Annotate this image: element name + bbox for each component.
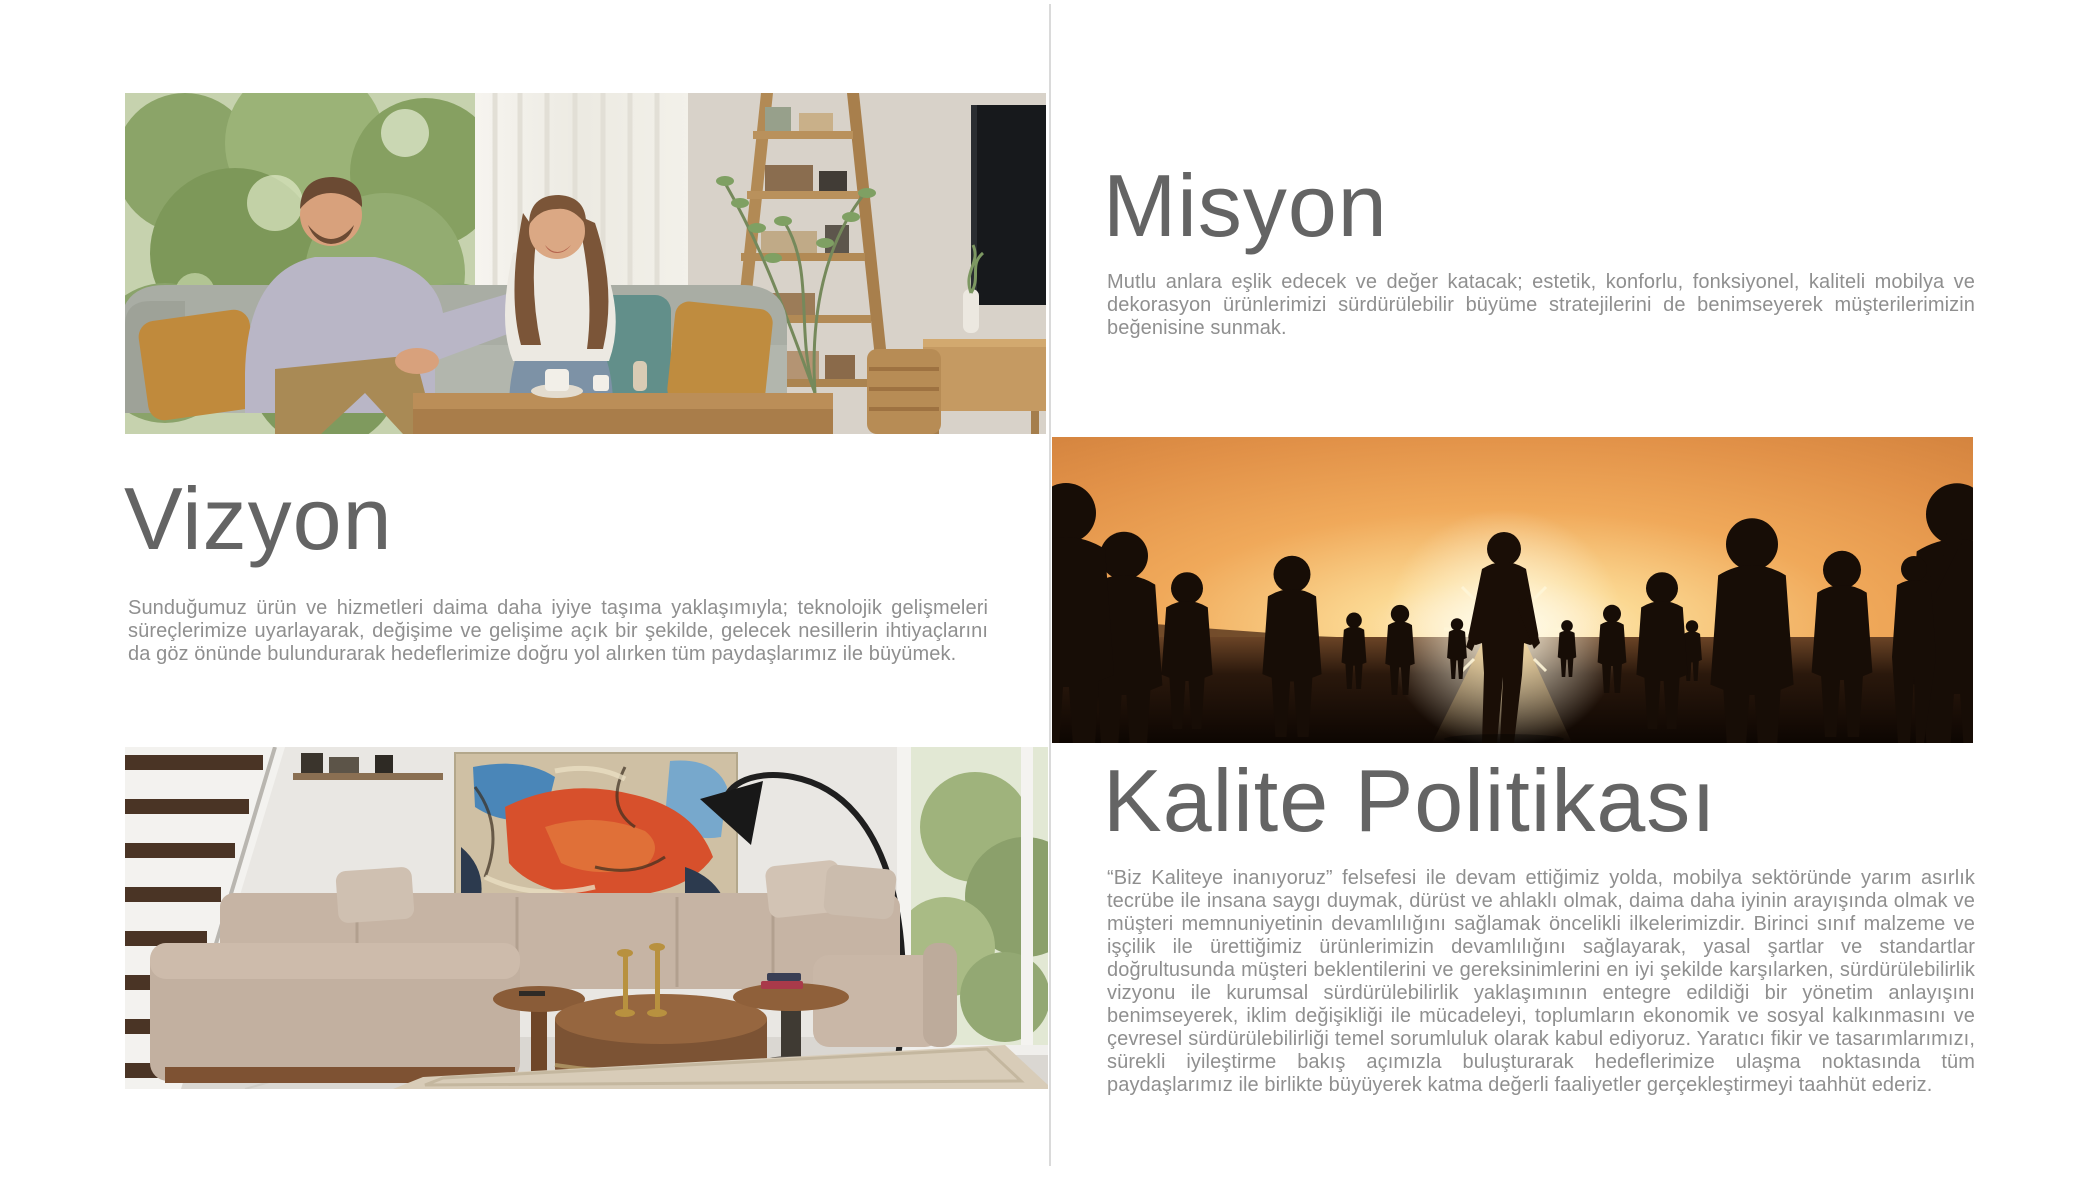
vision-body-text: Sunduğumuz ürün ve hizmetleri daima daha iyiye taşıma yaklaşımıyla; teknolojik gelişmeleri süreçlerimize uyarlayarak, değişime ve gelişime açık bir şekilde, gelecek nesillerin ihtiyaçlarını da göz önünde bulundurarak hedeflerimize doğru yol alırken tüm paydaşlarımız ile büyümek. xyxy=(128,597,988,665)
quality-policy-title: Kalite Politikası xyxy=(1103,751,1717,850)
mission-title: Misyon xyxy=(1103,156,1388,255)
modern-living-room-illustration xyxy=(125,747,1048,1089)
vertical-divider xyxy=(1049,4,1051,1166)
sunset-crowd-illustration xyxy=(1052,437,1973,743)
vision-title: Vizyon xyxy=(124,469,393,568)
quality-policy-body-text: “Biz Kaliteye inanıyoruz” felsefesi ile devam ettiğimiz yolda, mobilya sektöründe yarım asırlık tecrübe ile insana saygı duymak, dürüst ve ahlaklı olmak, daima daha iyinin arayışında olmak ve müşteri memnuniyetinin devamlılığını sağlamak öncelikli ilkelerimizdir. Birinci sınıf malzeme ve işçilik ile ürettiğimiz ürünlerimizin devamlılığını sağlayarak, yasal şartlar ve standartlar doğrultusunda müşteri beklentilerini ve gereksinimlerini en iyi şekilde karşılarken, sürdürülebilirlik vizyonu ile kurumsal sürdürülebilirlik yaklaşımının entegre edildiği bir yönetim anlayışını benimseyerek, iklim değişikliği ile mücadeleyi, toplumların ekonomik ve sosyal kalkınmasını ve çevresel sürdürülebilirliği temel sorumluluk olarak kabul ediyoruz. Yaratıcı fikir ve tasarımlarımızı, sürekli iyileştirme bakış açımızla buluşturarak hedeflerimize ulaşma noktasında tüm paydaşlarımız ile birlikte büyüyerek katma değerli faaliyetler gerçekleştirmeyi taahhüt ederiz. xyxy=(1107,867,1975,1096)
modern-living-room-photo xyxy=(125,747,1048,1089)
living-room-couple-illustration xyxy=(125,93,1046,434)
living-room-couple-photo xyxy=(125,93,1046,434)
mission-body-text: Mutlu anlara eşlik edecek ve değer katacak; estetik, konforlu, fonksiyonel, kaliteli mobilya ve dekorasyon ürünlerimizi sürdürülebilir büyüme stratejilerini de benimseyerek müşterilerimizin beğenisine sunmak. xyxy=(1107,271,1975,339)
sunset-crowd-photo xyxy=(1052,437,1973,743)
